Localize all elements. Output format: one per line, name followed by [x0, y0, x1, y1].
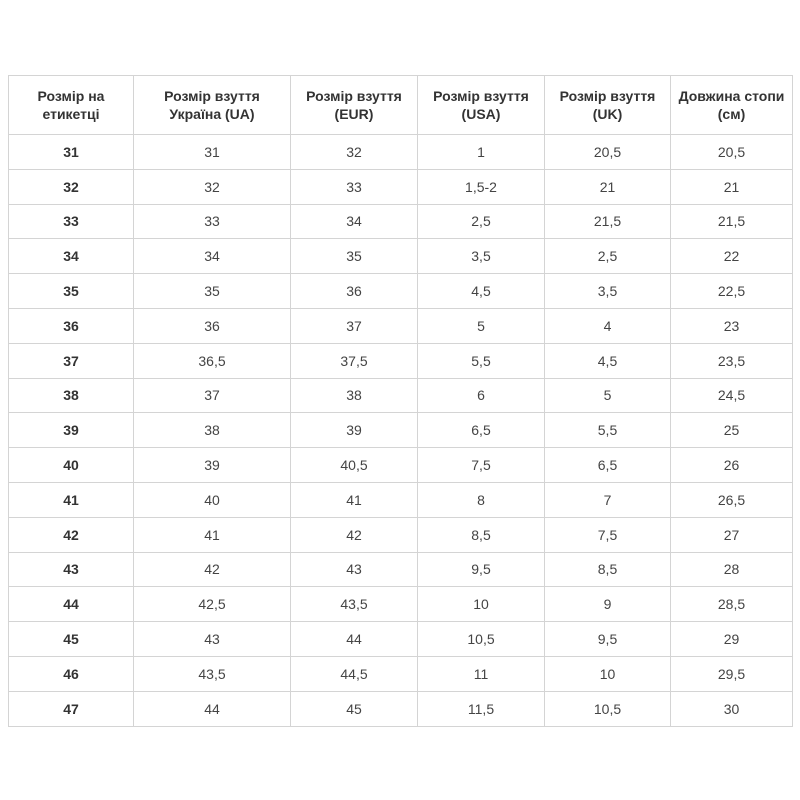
cell-label-size: 32	[9, 169, 134, 204]
header-row	[9, 76, 793, 135]
cell-ua-size: 43,5	[134, 656, 291, 691]
cell-foot-length: 22,5	[671, 274, 793, 309]
cell-uk-size: 10	[545, 656, 671, 691]
cell-eur-size: 45	[291, 691, 418, 726]
cell-label-size: 37	[9, 343, 134, 378]
cell-uk-size: 5	[545, 378, 671, 413]
cell-uk-size: 8,5	[545, 552, 671, 587]
cell-foot-length: 23,5	[671, 343, 793, 378]
cell-usa-size: 9,5	[418, 552, 545, 587]
cell-usa-size: 1	[418, 135, 545, 170]
cell-usa-size: 10,5	[418, 622, 545, 657]
cell-ua-size: 31	[134, 135, 291, 170]
cell-uk-size: 5,5	[545, 413, 671, 448]
cell-foot-length: 25	[671, 413, 793, 448]
cell-eur-size: 42	[291, 517, 418, 552]
cell-eur-size: 44,5	[291, 656, 418, 691]
header-label-size: Розмір на етикетці	[9, 76, 134, 135]
cell-ua-size: 40	[134, 482, 291, 517]
table-row	[9, 656, 793, 691]
cell-ua-size: 39	[134, 448, 291, 483]
cell-usa-size: 10	[418, 587, 545, 622]
cell-label-size: 45	[9, 622, 134, 657]
cell-eur-size: 38	[291, 378, 418, 413]
cell-foot-length: 21,5	[671, 204, 793, 239]
cell-ua-size: 41	[134, 517, 291, 552]
cell-uk-size: 20,5	[545, 135, 671, 170]
cell-label-size: 31	[9, 135, 134, 170]
cell-foot-length: 28,5	[671, 587, 793, 622]
cell-eur-size: 33	[291, 169, 418, 204]
cell-usa-size: 6,5	[418, 413, 545, 448]
table-row	[9, 413, 793, 448]
table-body	[9, 135, 793, 727]
table-row	[9, 378, 793, 413]
table-header	[9, 76, 793, 135]
cell-usa-size: 3,5	[418, 239, 545, 274]
table-row	[9, 587, 793, 622]
header-usa-size: Розмір взуття (USA)	[418, 76, 545, 135]
table-row	[9, 517, 793, 552]
cell-label-size: 41	[9, 482, 134, 517]
cell-foot-length: 23	[671, 308, 793, 343]
cell-foot-length: 20,5	[671, 135, 793, 170]
cell-eur-size: 37	[291, 308, 418, 343]
cell-ua-size: 42,5	[134, 587, 291, 622]
cell-eur-size: 32	[291, 135, 418, 170]
table-row	[9, 622, 793, 657]
cell-ua-size: 32	[134, 169, 291, 204]
cell-uk-size: 3,5	[545, 274, 671, 309]
cell-label-size: 42	[9, 517, 134, 552]
cell-usa-size: 11,5	[418, 691, 545, 726]
size-chart-table	[8, 75, 793, 727]
cell-foot-length: 22	[671, 239, 793, 274]
cell-eur-size: 43	[291, 552, 418, 587]
cell-eur-size: 34	[291, 204, 418, 239]
table-row	[9, 239, 793, 274]
cell-label-size: 38	[9, 378, 134, 413]
cell-uk-size: 10,5	[545, 691, 671, 726]
cell-ua-size: 37	[134, 378, 291, 413]
cell-uk-size: 7,5	[545, 517, 671, 552]
table-row	[9, 482, 793, 517]
cell-uk-size: 4	[545, 308, 671, 343]
table-row	[9, 169, 793, 204]
cell-label-size: 40	[9, 448, 134, 483]
cell-usa-size: 1,5-2	[418, 169, 545, 204]
cell-ua-size: 38	[134, 413, 291, 448]
cell-uk-size: 2,5	[545, 239, 671, 274]
cell-foot-length: 29,5	[671, 656, 793, 691]
cell-uk-size: 9,5	[545, 622, 671, 657]
cell-usa-size: 6	[418, 378, 545, 413]
cell-usa-size: 5	[418, 308, 545, 343]
cell-label-size: 47	[9, 691, 134, 726]
cell-eur-size: 43,5	[291, 587, 418, 622]
cell-foot-length: 29	[671, 622, 793, 657]
cell-ua-size: 44	[134, 691, 291, 726]
cell-foot-length: 28	[671, 552, 793, 587]
cell-uk-size: 21,5	[545, 204, 671, 239]
cell-label-size: 44	[9, 587, 134, 622]
cell-foot-length: 26,5	[671, 482, 793, 517]
cell-label-size: 34	[9, 239, 134, 274]
cell-usa-size: 2,5	[418, 204, 545, 239]
cell-uk-size: 6,5	[545, 448, 671, 483]
cell-eur-size: 35	[291, 239, 418, 274]
cell-usa-size: 4,5	[418, 274, 545, 309]
cell-label-size: 39	[9, 413, 134, 448]
cell-label-size: 43	[9, 552, 134, 587]
size-chart-container	[8, 75, 792, 727]
header-foot-length: Довжина стопи (см)	[671, 76, 793, 135]
table-row	[9, 691, 793, 726]
table-row	[9, 204, 793, 239]
cell-usa-size: 11	[418, 656, 545, 691]
cell-usa-size: 8	[418, 482, 545, 517]
table-row	[9, 343, 793, 378]
cell-label-size: 46	[9, 656, 134, 691]
cell-label-size: 36	[9, 308, 134, 343]
table-row	[9, 448, 793, 483]
cell-label-size: 33	[9, 204, 134, 239]
cell-uk-size: 9	[545, 587, 671, 622]
cell-foot-length: 24,5	[671, 378, 793, 413]
cell-eur-size: 39	[291, 413, 418, 448]
cell-foot-length: 21	[671, 169, 793, 204]
cell-ua-size: 35	[134, 274, 291, 309]
table-row	[9, 135, 793, 170]
cell-uk-size: 7	[545, 482, 671, 517]
cell-eur-size: 41	[291, 482, 418, 517]
cell-ua-size: 34	[134, 239, 291, 274]
cell-label-size: 35	[9, 274, 134, 309]
cell-usa-size: 7,5	[418, 448, 545, 483]
cell-usa-size: 8,5	[418, 517, 545, 552]
header-eur-size: Розмір взуття (EUR)	[291, 76, 418, 135]
cell-foot-length: 27	[671, 517, 793, 552]
cell-foot-length: 26	[671, 448, 793, 483]
cell-eur-size: 40,5	[291, 448, 418, 483]
cell-foot-length: 30	[671, 691, 793, 726]
header-uk-size: Розмір взуття (UK)	[545, 76, 671, 135]
cell-eur-size: 37,5	[291, 343, 418, 378]
table-row	[9, 308, 793, 343]
cell-uk-size: 4,5	[545, 343, 671, 378]
table-row	[9, 552, 793, 587]
cell-ua-size: 36,5	[134, 343, 291, 378]
cell-eur-size: 44	[291, 622, 418, 657]
cell-usa-size: 5,5	[418, 343, 545, 378]
table-row	[9, 274, 793, 309]
cell-ua-size: 43	[134, 622, 291, 657]
header-ua-size: Розмір взуття Україна (UA)	[134, 76, 291, 135]
cell-ua-size: 36	[134, 308, 291, 343]
cell-ua-size: 33	[134, 204, 291, 239]
cell-ua-size: 42	[134, 552, 291, 587]
cell-eur-size: 36	[291, 274, 418, 309]
cell-uk-size: 21	[545, 169, 671, 204]
